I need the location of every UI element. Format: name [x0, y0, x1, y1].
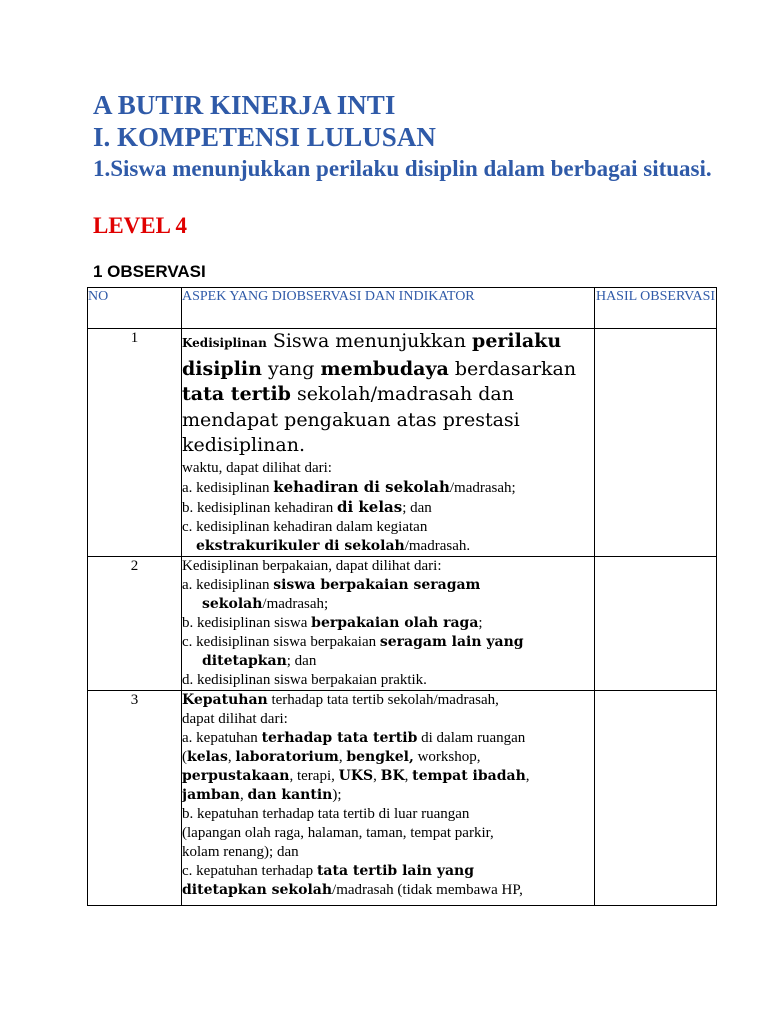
heading-level: LEVEL 4 [93, 213, 187, 238]
indicator-line: jamban, dan kantin); [182, 786, 342, 803]
header-no: NO [88, 288, 182, 329]
indicator-line: a. kedisiplinan kehadiran di sekolah/madrasah; [182, 477, 516, 496]
table-row [88, 556, 717, 690]
indicator-line: a. kepatuhan terhadap tata tertib di dalam ruangan [182, 729, 526, 746]
header-hasil: HASIL OBSERVASI [595, 288, 717, 329]
indicator-line: c. kepatuhan terhadap tata tertib lain yang [182, 862, 475, 879]
indicator-line: b. kedisiplinan siswa berpakaian olah raga; [182, 614, 483, 631]
heading-indicator: 1.Siswa menunjukkan perilaku disiplin dalam berbagai situasi. [93, 156, 712, 181]
aspect-cell [182, 690, 595, 905]
indicator-line: dapat dilihat dari: [182, 710, 288, 727]
indicator-line: (lapangan olah raga, halaman, taman, tempat parkir, [182, 824, 494, 841]
table-header-row [88, 288, 717, 329]
indicator-line: b. kepatuhan terhadap tata tertib di luar ruangan [182, 805, 470, 822]
indicator-line: a. kedisiplinan siswa berpakaian seragam [182, 576, 481, 593]
heading-butir-kinerja: A BUTIR KINERJA INTI [93, 90, 396, 120]
result-cell [595, 329, 717, 557]
indicator-line: Kepatuhan terhadap tata tertib sekolah/madrasah, [182, 691, 499, 708]
indicator-line: kolam renang); dan [182, 843, 299, 860]
indicator-line: ekstrakurikuler di sekolah/madrasah. [196, 537, 471, 554]
indicator-line: ditetapkan; dan [202, 652, 317, 669]
indicator-line: waktu, dapat dilihat dari: [182, 459, 332, 476]
indicator-line: c. kedisiplinan kehadiran dalam kegiatan [182, 518, 428, 535]
indicator-line: perpustakaan, terapi, UKS, BK, tempat ibadah, [182, 767, 530, 784]
row-number: 1 [88, 329, 182, 557]
indicator-line: (kelas, laboratorium, bengkel, workshop, [182, 748, 481, 765]
aspect-cell [182, 556, 595, 690]
indicator-line: sekolah/madrasah; [202, 595, 329, 612]
heading-kompetensi-lulusan: I. KOMPETENSI LULUSAN [93, 122, 436, 152]
table-row [88, 329, 717, 557]
row-number: 3 [88, 690, 182, 905]
header-aspek: ASPEK YANG DIOBSERVASI DAN INDIKATOR [182, 288, 595, 329]
aspect-lead: Kedisiplinan Siswa menunjukkan perilaku disiplin yang membudaya berdasarkan tata tertib sekolah/madrasah dan mendapat pengakuan atas prestasi kedisiplinan. [182, 330, 577, 456]
row-number: 2 [88, 556, 182, 690]
aspect-cell [182, 329, 595, 557]
indicator-line: d. kedisiplinan siswa berpakaian praktik. [182, 671, 427, 688]
section-title: 1 OBSERVASI [93, 262, 206, 281]
table-row [88, 690, 717, 905]
indicator-line: c. kedisiplinan siswa berpakaian seragam lain yang [182, 633, 524, 650]
indicator-line: Kedisiplinan berpakaian, dapat dilihat dari: [182, 557, 442, 574]
result-cell [595, 556, 717, 690]
indicator-line: ditetapkan sekolah/madrasah (tidak membawa HP, [182, 881, 523, 898]
observation-table [87, 287, 717, 906]
result-cell [595, 690, 717, 905]
indicator-line: b. kedisiplinan kehadiran di kelas; dan [182, 497, 432, 516]
